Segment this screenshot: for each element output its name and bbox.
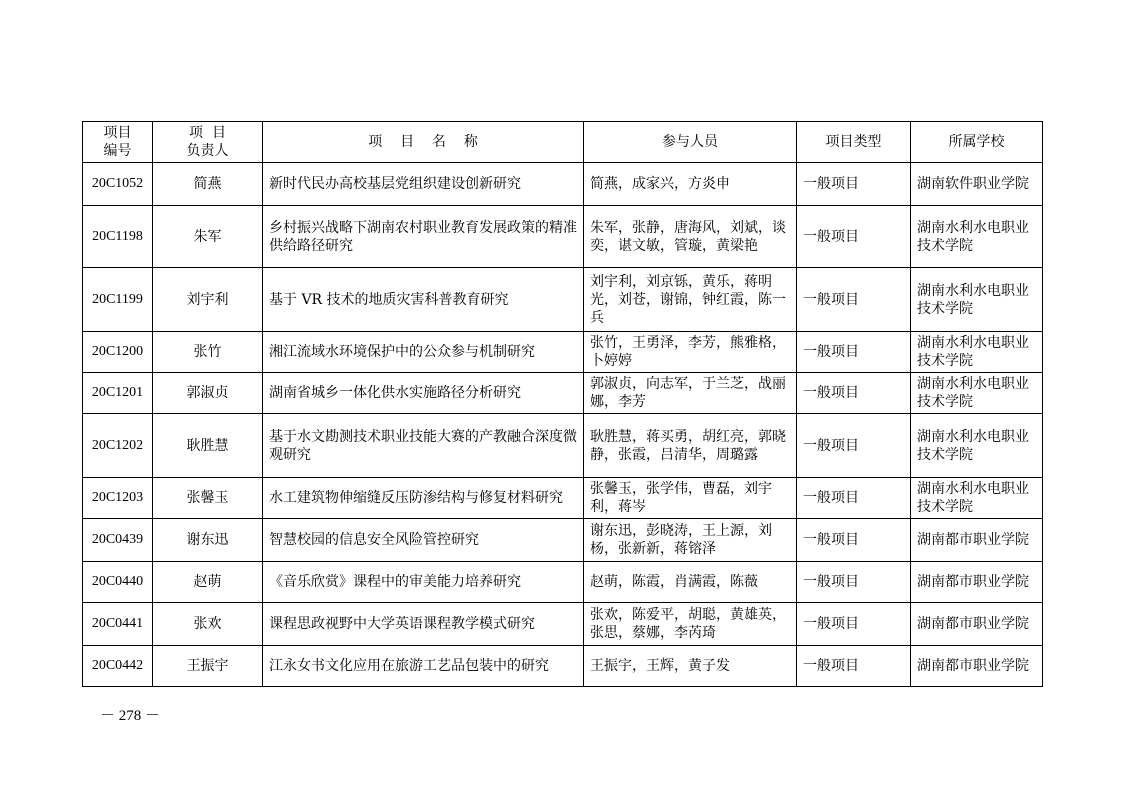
cell-leader: 赵萌 — [153, 562, 263, 603]
cell-members: 简燕，成家兴，方炎申 — [584, 163, 797, 206]
cell-project-code: 20C0439 — [83, 519, 153, 562]
cell-project-name: 乡村振兴战略下湖南农村职业教育发展政策的精准供给路径研究 — [263, 206, 584, 268]
header-code: 项目 编号 — [83, 122, 153, 163]
cell-leader: 朱军 — [153, 206, 263, 268]
table-row — [83, 603, 1043, 646]
table-row — [83, 163, 1043, 206]
cell-project-name: 课程思政视野中大学英语课程教学模式研究 — [263, 603, 584, 646]
header-school: 所属学校 — [911, 122, 1043, 163]
cell-project-name: 基于水文勘测技术职业技能大赛的产教融合深度微观研究 — [263, 414, 584, 478]
cell-school: 湖南都市职业学院 — [911, 519, 1043, 562]
cell-members: 张竹，王勇泽，李芳，熊雅格，卜婷婷 — [584, 332, 797, 373]
header-name: 项 目 名 称 — [263, 122, 584, 163]
cell-project-code: 20C0442 — [83, 646, 153, 687]
cell-project-code: 20C1198 — [83, 206, 153, 268]
cell-project-name: 湖南省城乡一体化供水实施路径分析研究 — [263, 373, 584, 414]
cell-members: 赵萌，陈霞，肖满霞，陈薇 — [584, 562, 797, 603]
cell-members: 王振宇，王辉，黄子发 — [584, 646, 797, 687]
cell-leader: 郭淑贞 — [153, 373, 263, 414]
table-row — [83, 414, 1043, 478]
cell-school: 湖南水利水电职业技术学院 — [911, 332, 1043, 373]
cell-leader: 谢东迅 — [153, 519, 263, 562]
page-number: － 278 － — [100, 708, 161, 724]
cell-members: 耿胜慧，蒋买勇，胡红亮，郭晓静，张霞，吕清华，周璐露 — [584, 414, 797, 478]
cell-school: 湖南都市职业学院 — [911, 562, 1043, 603]
cell-school: 湖南水利水电职业技术学院 — [911, 478, 1043, 519]
header-leader: 项 目 负责人 — [153, 122, 263, 163]
cell-school: 湖南都市职业学院 — [911, 646, 1043, 687]
table-row — [83, 268, 1043, 332]
cell-leader: 简燕 — [153, 163, 263, 206]
table-row — [83, 519, 1043, 562]
cell-project-name: 湘江流域水环境保护中的公众参与机制研究 — [263, 332, 584, 373]
cell-project-code: 20C1203 — [83, 478, 153, 519]
cell-project-type: 一般项目 — [797, 603, 911, 646]
cell-school: 湖南都市职业学院 — [911, 603, 1043, 646]
cell-members: 刘宇利，刘京铄，黄乐，蒋明光，刘苍，谢锦，钟红霞，陈一兵 — [584, 268, 797, 332]
cell-project-type: 一般项目 — [797, 562, 911, 603]
cell-leader: 耿胜慧 — [153, 414, 263, 478]
cell-project-type: 一般项目 — [797, 332, 911, 373]
cell-leader: 刘宇利 — [153, 268, 263, 332]
cell-project-code: 20C1199 — [83, 268, 153, 332]
cell-project-type: 一般项目 — [797, 414, 911, 478]
cell-project-name: 新时代民办高校基层党组织建设创新研究 — [263, 163, 584, 206]
header-members: 参与人员 — [584, 122, 797, 163]
cell-project-name: 基于 VR 技术的地质灾害科普教育研究 — [263, 268, 584, 332]
cell-project-type: 一般项目 — [797, 373, 911, 414]
cell-project-type: 一般项目 — [797, 268, 911, 332]
cell-members: 张欢，陈爱平，胡聪，黄雄英，张思，蔡娜，李芮琦 — [584, 603, 797, 646]
cell-project-name: 江永女书文化应用在旅游工艺品包装中的研究 — [263, 646, 584, 687]
table-row — [83, 332, 1043, 373]
cell-project-type: 一般项目 — [797, 478, 911, 519]
cell-project-code: 20C1200 — [83, 332, 153, 373]
cell-project-name: 智慧校园的信息安全风险管控研究 — [263, 519, 584, 562]
cell-leader: 张欢 — [153, 603, 263, 646]
cell-school: 湖南软件职业学院 — [911, 163, 1043, 206]
cell-leader: 王振宇 — [153, 646, 263, 687]
cell-project-type: 一般项目 — [797, 646, 911, 687]
table-row — [83, 646, 1043, 687]
cell-school: 湖南水利水电职业技术学院 — [911, 206, 1043, 268]
cell-leader: 张馨玉 — [153, 478, 263, 519]
cell-project-type: 一般项目 — [797, 206, 911, 268]
cell-project-type: 一般项目 — [797, 519, 911, 562]
table-row — [83, 373, 1043, 414]
cell-members: 朱军，张静，唐海风，刘斌，谈奕，谌文敏，管璇，黄梁艳 — [584, 206, 797, 268]
cell-members: 郭淑贞，向志军，于兰芝，战丽娜，李芳 — [584, 373, 797, 414]
table-row — [83, 478, 1043, 519]
cell-project-code: 20C0440 — [83, 562, 153, 603]
header-type: 项目类型 — [797, 122, 911, 163]
table-row — [83, 562, 1043, 603]
cell-leader: 张竹 — [153, 332, 263, 373]
cell-project-name: 《音乐欣赏》课程中的审美能力培养研究 — [263, 562, 584, 603]
cell-project-code: 20C1052 — [83, 163, 153, 206]
cell-school: 湖南水利水电职业技术学院 — [911, 373, 1043, 414]
table-header-row — [83, 122, 1043, 163]
cell-project-type: 一般项目 — [797, 163, 911, 206]
cell-school: 湖南水利水电职业技术学院 — [911, 414, 1043, 478]
cell-members: 谢东迅，彭晓涛，王上源，刘杨，张新新，蒋镕泽 — [584, 519, 797, 562]
cell-school: 湖南水利水电职业技术学院 — [911, 268, 1043, 332]
cell-project-code: 20C1202 — [83, 414, 153, 478]
cell-project-code: 20C1201 — [83, 373, 153, 414]
table-row — [83, 206, 1043, 268]
cell-members: 张馨玉，张学伟，曹磊，刘宇利，蒋岑 — [584, 478, 797, 519]
project-table — [82, 121, 1043, 687]
cell-project-code: 20C0441 — [83, 603, 153, 646]
cell-project-name: 水工建筑物伸缩缝反压防渗结构与修复材料研究 — [263, 478, 584, 519]
